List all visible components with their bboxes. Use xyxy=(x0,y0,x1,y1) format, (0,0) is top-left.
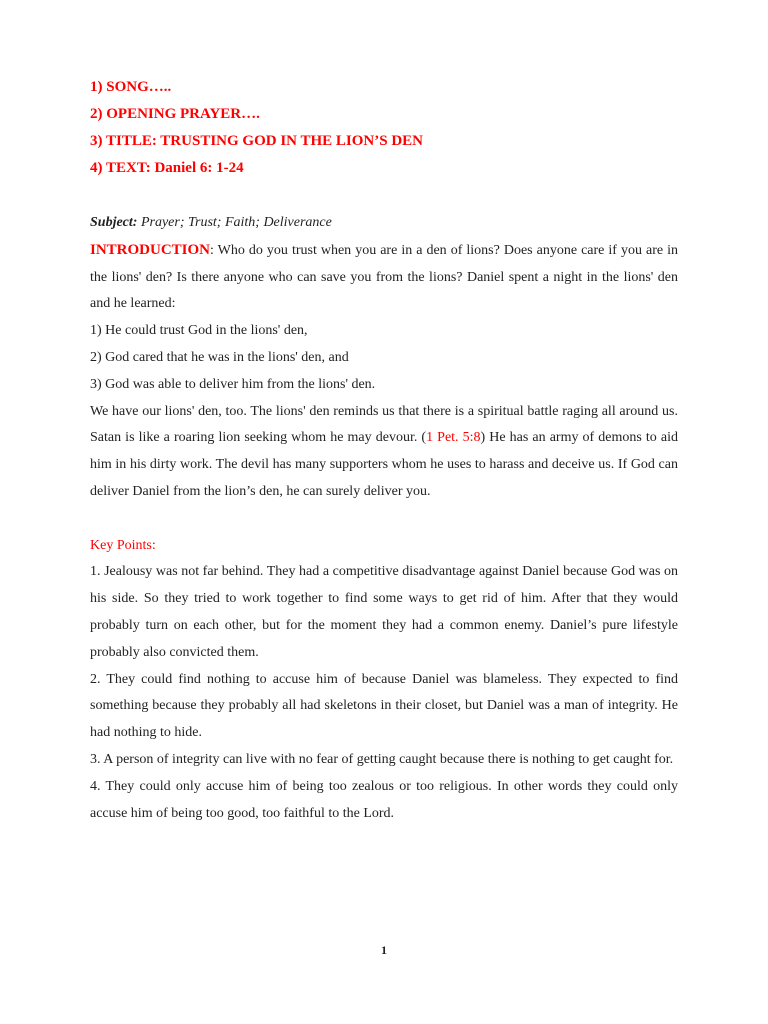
key-point-item: 1. Jealousy was not far behind. They had a competitive disadvantage against Daniel because God was on his side. So they tried to work together to find some ways to get rid of him. After that they would probably turn on each other, but for the moment they had a common enemy. Daniel’s pure lifestyle probably also convicted them. xyxy=(90,564,678,660)
introduction-text: : Who do you trust when you are in a den of lions? Does anyone care if you are in the lions' den? Is there anyone who can save you from the lions? Daniel spent a night in the lions' den and he learned: xyxy=(90,242,678,312)
outline-song: 1) SONG….. xyxy=(90,79,172,95)
page-number: 1 xyxy=(381,943,387,957)
sermon-outline xyxy=(90,74,423,182)
key-point-item: 3. A person of integrity can live with no fear of getting caught because there is nothing to get caught for. xyxy=(90,751,674,767)
paragraph-spacer xyxy=(90,506,678,533)
outline-opening-prayer: 2) OPENING PRAYER…. xyxy=(90,106,260,122)
sermon-body xyxy=(90,210,678,827)
subject-label: Subject: xyxy=(90,215,138,230)
lesson-item: 2) God cared that he was in the lions' den, and xyxy=(90,349,349,365)
outline-text-reference: 4) TEXT: Daniel 6: 1-24 xyxy=(90,160,244,176)
key-point-item: 4. They could only accuse him of being too zealous or too religious. In other words they could only accuse him of being too good, too faithful to the Lord. xyxy=(90,778,678,821)
closing-text-after: ) He has an army of demons to aid him in his dirty work. The devil has many supporters whom he uses to harass and deceive us. If God can deliver Daniel from the lion’s den, he can surely deliver you. xyxy=(90,430,678,499)
closing-paragraph xyxy=(90,399,678,506)
lesson-item: 1) He could trust God in the lions' den, xyxy=(90,323,308,339)
subject-line xyxy=(90,210,678,237)
key-points-heading: Key Points: xyxy=(90,537,156,553)
introduction-paragraph xyxy=(90,237,678,318)
closing-text-before: We have our lions' den, too. The lions' den reminds us that there is a spiritual battle raging all around us. Satan is like a roaring lion seeking whom he may devour. ( xyxy=(90,403,678,446)
outline-title: 3) TITLE: TRUSTING GOD IN THE LION’S DEN xyxy=(90,133,424,149)
introduction-label: INTRODUCTION xyxy=(90,241,211,258)
subject-text: Prayer; Trust; Faith; Deliverance xyxy=(137,215,332,230)
key-point-item: 2. They could find nothing to accuse him of because Daniel was blameless. They expected to find something because they probably all had skeletons in their closet, but Daniel was a man of integrity. He had nothing to hide. xyxy=(90,671,678,741)
scripture-reference-link[interactable]: 1 Pet. 5:8 xyxy=(426,430,481,446)
lesson-item: 3) God was able to deliver him from the lions' den. xyxy=(90,376,376,392)
